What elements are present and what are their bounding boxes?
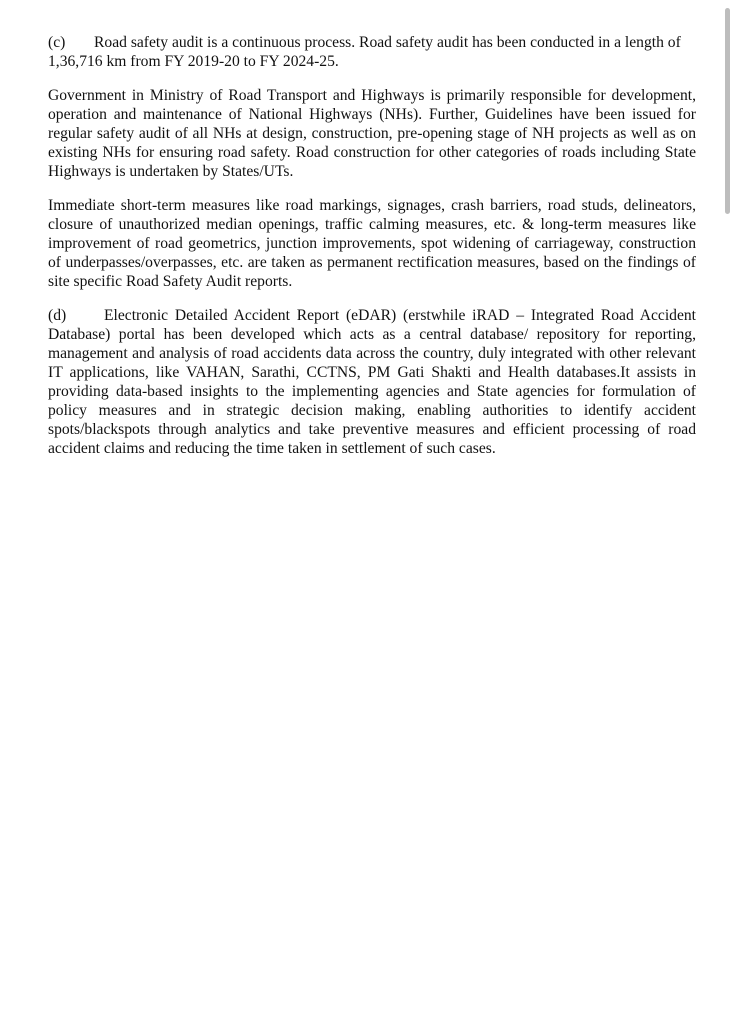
paragraph-measures <box>48 196 696 291</box>
paragraph-d-text: Electronic Detailed Accident Report (eDAR) (erstwhile iRAD – Integrated Road Accident Database) portal has been developed which acts as a central database/ repository for reporting, management and analysis of road accidents data across the country, duly integrated with other relevant IT applications, like VAHAN, Sarathi, CCTNS, PM Gati Shakti and Health databases.It assists in providing data-based insights to the implementing agencies and State agencies for formulation of policy measures and in strategic decision making, enabling authorities to identify accident spots/blackspots through analytics and take preventive measures and efficient processing of road accident claims and reducing the time taken in settlement of such cases. <box>48 307 696 457</box>
paragraph-d <box>48 306 696 458</box>
paragraph-d-marker: (d) <box>48 307 67 324</box>
document-body <box>48 33 696 473</box>
paragraph-measures-text: Immediate short-term measures like road markings, signages, crash barriers, road studs, delineators, closure of unauthorized median openings, traffic calming measures, etc. & long-term measures like improvement of road geometrics, junction improvements, spot widening of carriageway, construction of underpasses/overpasses, etc. are taken as permanent rectification measures, based on the findings of site specific Road Safety Audit reports. <box>48 197 696 290</box>
vertical-scrollbar[interactable] <box>723 0 736 1024</box>
paragraph-c-text: Road safety audit is a continuous process. Road safety audit has been conducted in a length of 1,36,716 km from FY 2019-20 to FY 2024-25. <box>48 34 681 70</box>
paragraph-government-text: Government in Ministry of Road Transport and Highways is primarily responsible for development, operation and maintenance of National Highways (NHs). Further, Guidelines have been issued for regular safety audit of all NHs at design, construction, pre-opening stage of NH projects as well as on existing NHs for ensuring road safety. Road construction for other categories of roads including State Highways is undertaken by States/UTs. <box>48 87 696 180</box>
scrollbar-thumb[interactable] <box>725 8 730 214</box>
paragraph-c <box>48 33 696 71</box>
paragraph-government <box>48 86 696 181</box>
paragraph-c-marker: (c) <box>48 34 66 51</box>
